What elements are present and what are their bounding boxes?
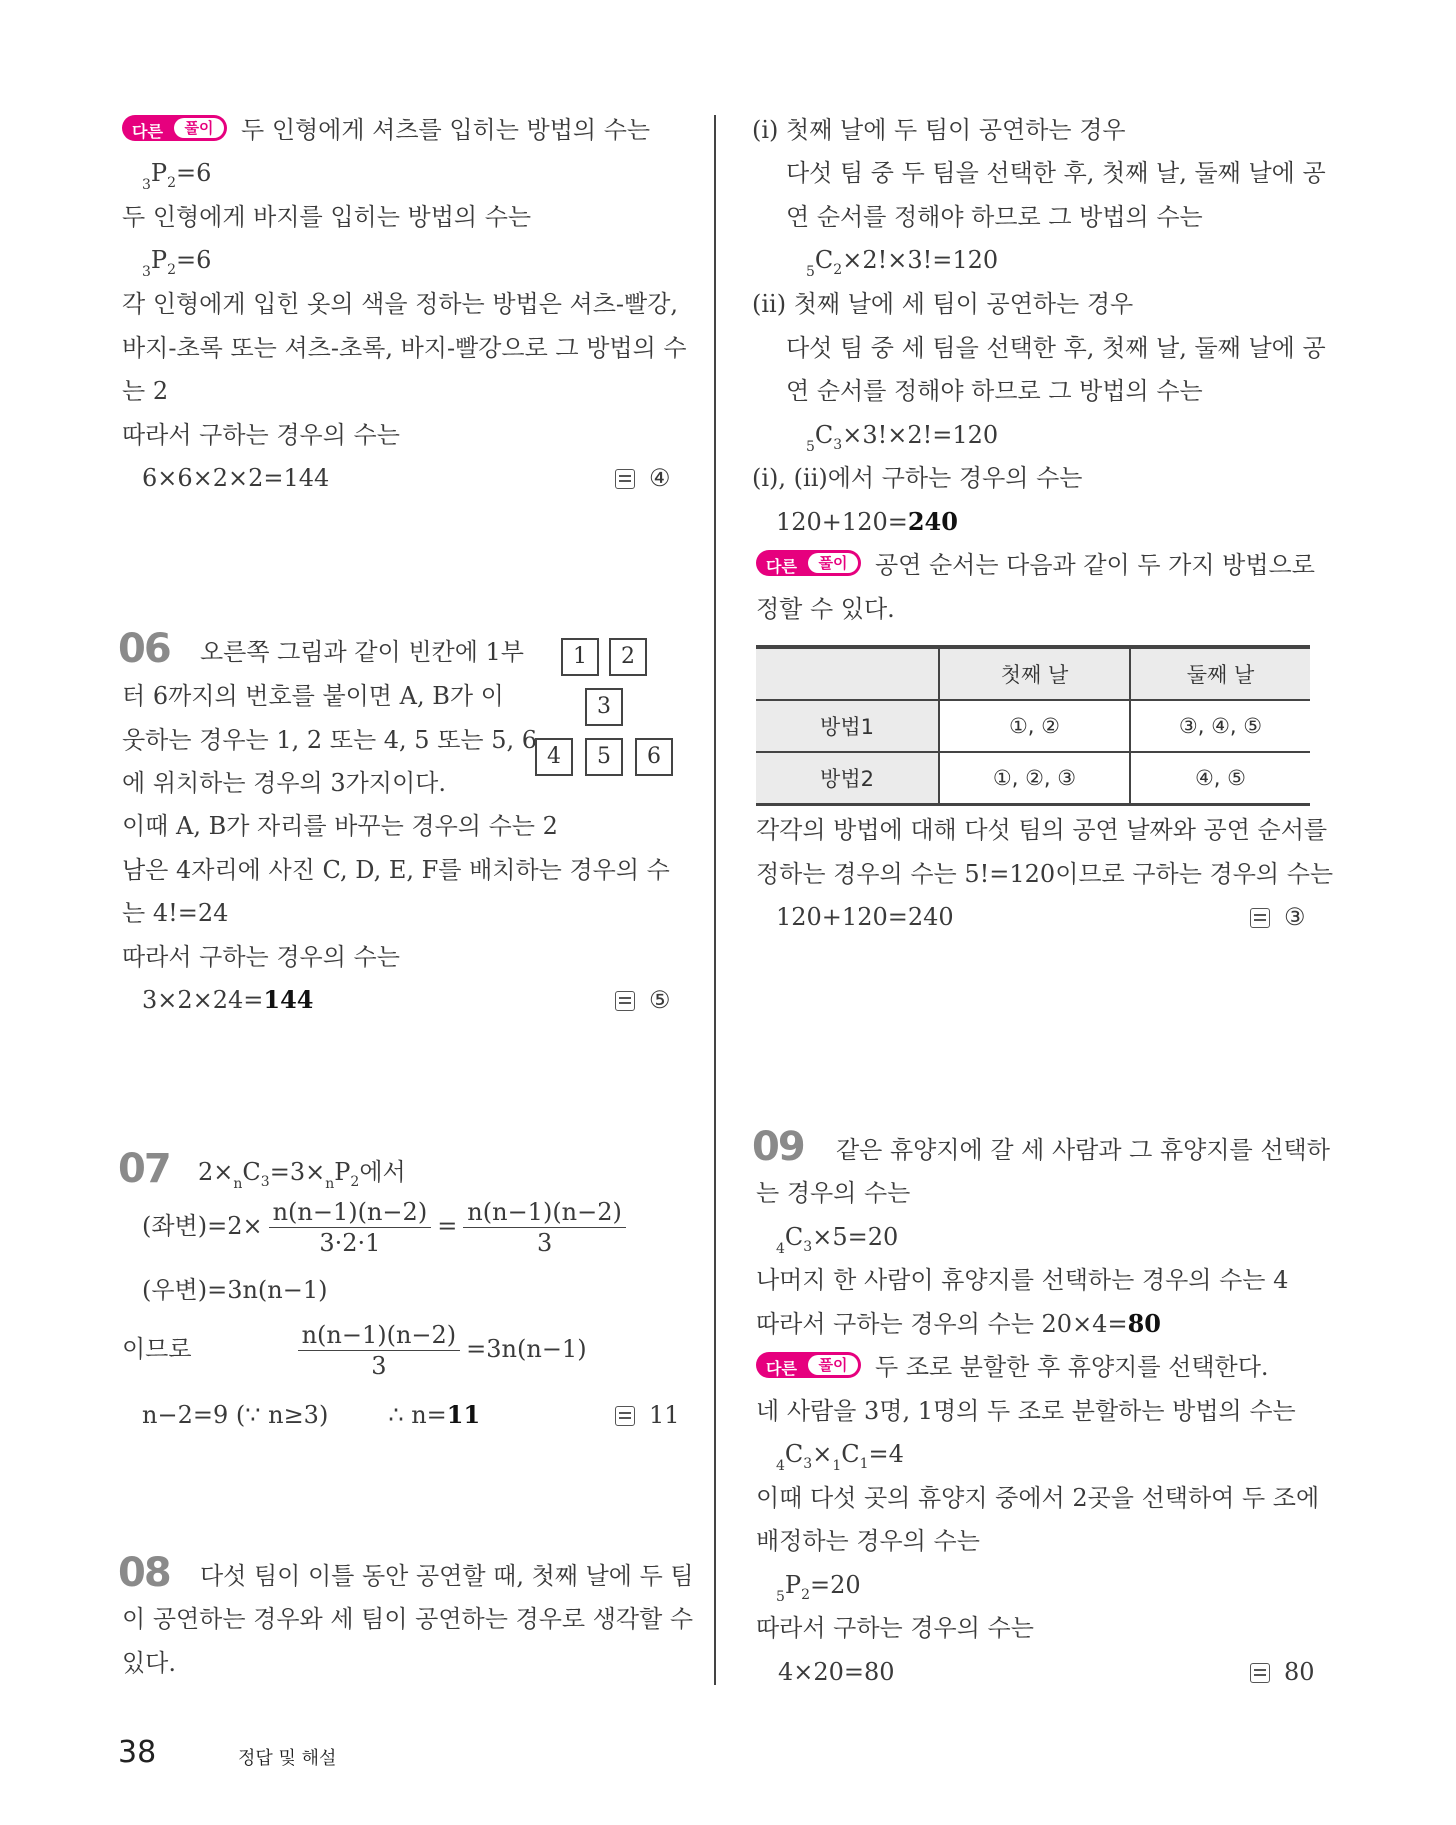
- math-line: 이므로 $\frac{n(n-1)(n-2)}{3}$ =3n(n−1): [122, 1321, 587, 1380]
- problem-number: 08: [118, 1550, 170, 1596]
- problem-number: 09: [752, 1124, 804, 1170]
- table-header-cell: 첫째 날: [939, 647, 1130, 700]
- seat-box: 5: [585, 738, 623, 776]
- page-number: 38: [118, 1735, 157, 1770]
- table-header-row: [756, 647, 1310, 700]
- calc-line: 3×2×24=144: [142, 985, 314, 1014]
- text-line: 터 6까지의 번호를 붙이면 A, B가 이: [122, 682, 504, 710]
- calc-line: 6×6×2×2=144: [142, 464, 330, 492]
- answer-mark: ③: [1250, 902, 1306, 932]
- calc-line: 4×20=80: [778, 1658, 895, 1686]
- text-line: 바지-초록 또는 셔츠-초록, 바지-빨강으로 그 방법의 수: [122, 334, 687, 362]
- alt-solution-intro: 다른 풀이 공연 순서는 다음과 같이 두 가지 방법으로: [756, 550, 1315, 580]
- table-row-label: 방법2: [756, 752, 939, 805]
- text-line: 웃하는 경우는 1, 2 또는 4, 5 또는 5, 6: [122, 726, 538, 754]
- text-line: 다섯 팀 중 세 팀을 선택한 후, 첫째 날, 둘째 날에 공: [786, 334, 1326, 362]
- answer-icon: [1250, 1663, 1270, 1683]
- answer-icon: [615, 1406, 635, 1426]
- text-line: 각 인형에게 입힌 옷의 색을 정하는 방법은 셔츠-빨강,: [122, 290, 679, 318]
- text-line: 네 사람을 3명, 1명의 두 조로 분할하는 방법의 수는: [756, 1397, 1296, 1425]
- answer-icon: [1250, 908, 1270, 928]
- text-line: 오른쪽 그림과 같이 빈칸에 1부: [200, 638, 524, 666]
- text-line: 따라서 구하는 경우의 수는: [756, 1614, 1034, 1642]
- text-line: 다섯 팀이 이틀 동안 공연할 때, 첫째 날에 두 팀: [200, 1562, 694, 1590]
- table-row-label: 방법1: [756, 700, 939, 752]
- alt-solution-badge: 다른 풀이: [756, 1352, 861, 1378]
- text-line: (i), (ii)에서 구하는 경우의 수는: [752, 464, 1083, 492]
- math-line: $_5P_2=20$: [776, 1571, 861, 1605]
- text-line: 남은 4자리에 사진 C, D, E, F를 배치하는 경우의 수: [122, 856, 670, 884]
- text-line: 배정하는 경우의 수는: [756, 1527, 980, 1555]
- math-line: $_3P_2=6$: [142, 159, 212, 193]
- answer-icon: [615, 469, 635, 489]
- math-line: $_5C_3\times 3!\times 2!=120$: [806, 421, 999, 455]
- math-line: (좌변)=2× $\frac{n(n-1)(n-2)}{3\cdot 2\cdot 1}$ = $\frac{n(n-1)(n-2)}{3}$: [142, 1197, 632, 1258]
- table-header-cell: [756, 647, 939, 700]
- case-title: (i) 첫째 날에 두 팀이 공연하는 경우: [752, 116, 1126, 144]
- text-line: 이때 A, B가 자리를 바꾸는 경우의 수는 2: [122, 812, 558, 840]
- case-title: (ii) 첫째 날에 세 팀이 공연하는 경우: [752, 290, 1134, 318]
- answer-mark: 11: [615, 1400, 680, 1430]
- fraction: $\frac{n(n-1)(n-2)}{3}$: [298, 1320, 461, 1381]
- table-cell: ④, ⑤: [1130, 752, 1310, 805]
- table-cell: ③, ④, ⑤: [1130, 700, 1310, 752]
- seat-box: 2: [609, 638, 647, 676]
- table-cell: ①, ②: [939, 700, 1130, 752]
- text-line: 이때 다섯 곳의 휴양지 중에서 2곳을 선택하여 두 조에: [756, 1484, 1320, 1512]
- seat-box: 4: [535, 738, 573, 776]
- answer-mark: ④: [615, 463, 671, 493]
- text-line: 연 순서를 정해야 하므로 그 방법의 수는: [786, 203, 1203, 231]
- text-line: 각각의 방법에 대해 다섯 팀의 공연 날짜와 공연 순서를: [756, 816, 1328, 844]
- alt-solution-badge: 다른 풀이: [122, 115, 227, 141]
- answer-icon: [615, 991, 635, 1011]
- fraction: $\frac{n(n-1)(n-2)}{3}$: [463, 1197, 626, 1258]
- text-line: 정할 수 있다.: [756, 595, 895, 623]
- table-row: [756, 700, 1310, 752]
- alt-solution-badge: 다른 풀이: [756, 550, 861, 576]
- text-line: 다섯 팀 중 두 팀을 선택한 후, 첫째 날, 둘째 날에 공: [786, 159, 1326, 187]
- table-cell: ①, ②, ③: [939, 752, 1130, 805]
- text-line: 는 4!=24: [122, 899, 229, 927]
- text-line: 에 위치하는 경우의 3가지이다.: [122, 769, 446, 797]
- schedule-table: [756, 645, 1310, 806]
- text-line: 따라서 구하는 경우의 수는: [122, 943, 400, 971]
- text-line: 두 인형에게 바지를 입히는 방법의 수는: [122, 203, 532, 231]
- problem-number: 06: [118, 626, 170, 672]
- text-line: 는 2: [122, 377, 169, 405]
- text-line: 따라서 구하는 경우의 수는 20×4=80: [756, 1309, 1161, 1338]
- seat-box: 6: [635, 738, 673, 776]
- text-line: 나머지 한 사람이 휴양지를 선택하는 경우의 수는 4: [756, 1266, 1289, 1294]
- calc-line: 120+120=240: [776, 507, 958, 536]
- answer-mark: 80: [1250, 1657, 1315, 1687]
- page-label: 정답 및 해설: [238, 1748, 337, 1769]
- seat-box: 3: [585, 688, 623, 726]
- answer-mark: ⑤: [615, 985, 671, 1015]
- seat-box: 1: [561, 638, 599, 676]
- alt-solution-intro: 다른 풀이 두 조로 분할한 후 휴양지를 선택한다.: [756, 1352, 1269, 1382]
- table-row: [756, 752, 1310, 805]
- math-line: $_5C_2\times 2!\times 3!=120$: [806, 246, 999, 280]
- fraction: $\frac{n(n-1)(n-2)}{3\cdot 2\cdot 1}$: [269, 1197, 432, 1258]
- column-divider: [714, 115, 716, 1685]
- problem-number: 07: [118, 1146, 170, 1192]
- text-line: 는 경우의 수는: [756, 1179, 911, 1207]
- math-line: $_3P_2=6$: [142, 246, 212, 280]
- text-line: 연 순서를 정해야 하므로 그 방법의 수는: [786, 377, 1203, 405]
- math-line: (우변)=3n(n−1): [142, 1276, 328, 1304]
- math-line: $_4C_3\times_1C_1=4$: [776, 1440, 904, 1474]
- alt-solution-intro: 다른 풀이 두 인형에게 셔츠를 입히는 방법의 수는: [122, 115, 650, 145]
- text-line: 있다.: [122, 1649, 176, 1677]
- text-line: 따라서 구하는 경우의 수는: [122, 421, 400, 449]
- math-line: n−2=9 (∵ n≥3) ∴ n=11: [142, 1400, 481, 1429]
- math-line: $2\times_nC_3=3\times_nP_2$에서: [198, 1158, 406, 1192]
- text-line: 같은 휴양지에 갈 세 사람과 그 휴양지를 선택하: [836, 1136, 1330, 1164]
- text-line: 정하는 경우의 수는 5!=120이므로 구하는 경우의 수는: [756, 860, 1334, 888]
- math-line: $_4C_3\times 5=20$: [776, 1223, 899, 1257]
- table-header-cell: 둘째 날: [1130, 647, 1310, 700]
- text-line: 이 공연하는 경우와 세 팀이 공연하는 경우로 생각할 수: [122, 1605, 694, 1633]
- calc-line: 120+120=240: [776, 903, 954, 931]
